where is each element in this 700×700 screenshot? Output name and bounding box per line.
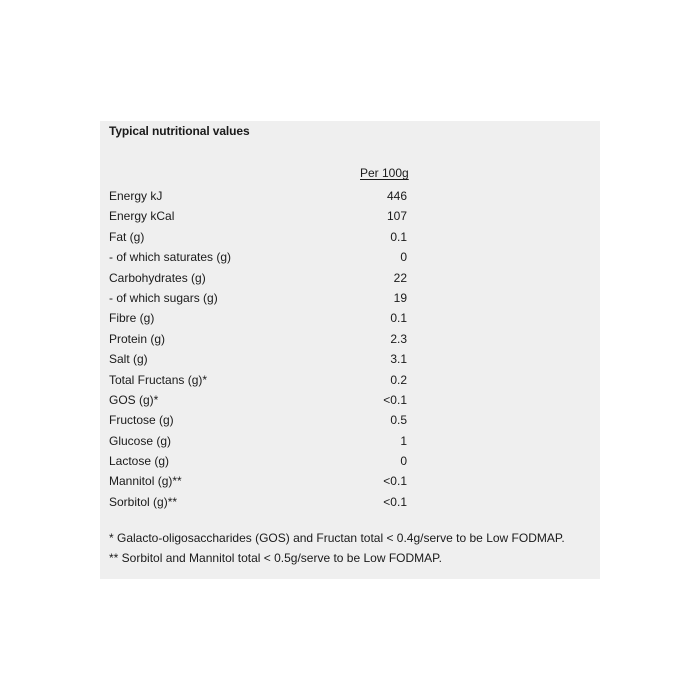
table-row: [109, 247, 409, 267]
row-value: 0.1: [390, 229, 407, 244]
row-value: 107: [386, 209, 407, 224]
row-value: 0: [400, 250, 407, 265]
nutrition-table: [109, 186, 409, 512]
row-label: Lactose (g): [109, 454, 170, 469]
row-value: 1: [400, 433, 407, 448]
row-label: Salt (g): [109, 352, 148, 367]
table-row: [109, 329, 409, 349]
table-row: [109, 451, 409, 471]
row-label: Fructose (g): [109, 413, 174, 428]
table-row: [109, 186, 409, 206]
row-label: Mannitol (g)**: [109, 474, 182, 489]
row-value: 0.5: [390, 413, 407, 428]
row-value: 2.3: [390, 331, 407, 346]
footnote-gos-fructan: * Galacto-oligosaccharides (GOS) and Fructan total < 0.4g/serve to be Low FODMAP.: [109, 531, 565, 545]
column-header-per-100g: Per 100g: [360, 166, 409, 180]
row-value: 446: [386, 189, 407, 203]
panel-title: Typical nutritional values: [109, 124, 250, 138]
table-row: [109, 492, 409, 512]
row-value: 0.2: [390, 372, 407, 387]
table-row: [109, 390, 409, 410]
row-label: Carbohydrates (g): [109, 270, 206, 285]
row-label: Glucose (g): [109, 433, 172, 448]
row-label: Sorbitol (g)**: [109, 494, 178, 509]
table-row: [109, 349, 409, 369]
table-row: [109, 268, 409, 288]
table-row: [109, 206, 409, 226]
row-value: 19: [393, 290, 407, 305]
table-row: [109, 431, 409, 451]
table-row: [109, 288, 409, 308]
row-label: Total Fructans (g)*: [109, 372, 208, 387]
row-value: <0.1: [383, 494, 407, 509]
row-value: <0.1: [383, 392, 407, 407]
row-label: - of which sugars (g): [109, 290, 218, 305]
table-row: [109, 471, 409, 491]
row-value: 0.1: [390, 311, 407, 326]
nutrition-panel: [100, 121, 600, 579]
row-label: Fat (g): [109, 229, 145, 244]
row-label: Energy kCal: [109, 209, 175, 224]
table-row: [109, 410, 409, 430]
row-value: 22: [393, 270, 407, 285]
row-label: Energy kJ: [109, 189, 163, 203]
row-label: GOS (g)*: [109, 392, 159, 407]
footnote-sorbitol-mannitol: ** Sorbitol and Mannitol total < 0.5g/serve to be Low FODMAP.: [109, 551, 442, 565]
row-value: 3.1: [390, 352, 407, 367]
row-value: 0: [400, 454, 407, 469]
table-row: [109, 370, 409, 390]
table-row: [109, 308, 409, 328]
row-label: - of which saturates (g): [109, 250, 232, 265]
table-row: [109, 227, 409, 247]
row-label: Protein (g): [109, 331, 166, 346]
footnotes: [109, 528, 565, 568]
row-value: <0.1: [383, 474, 407, 489]
row-label: Fibre (g): [109, 311, 155, 326]
